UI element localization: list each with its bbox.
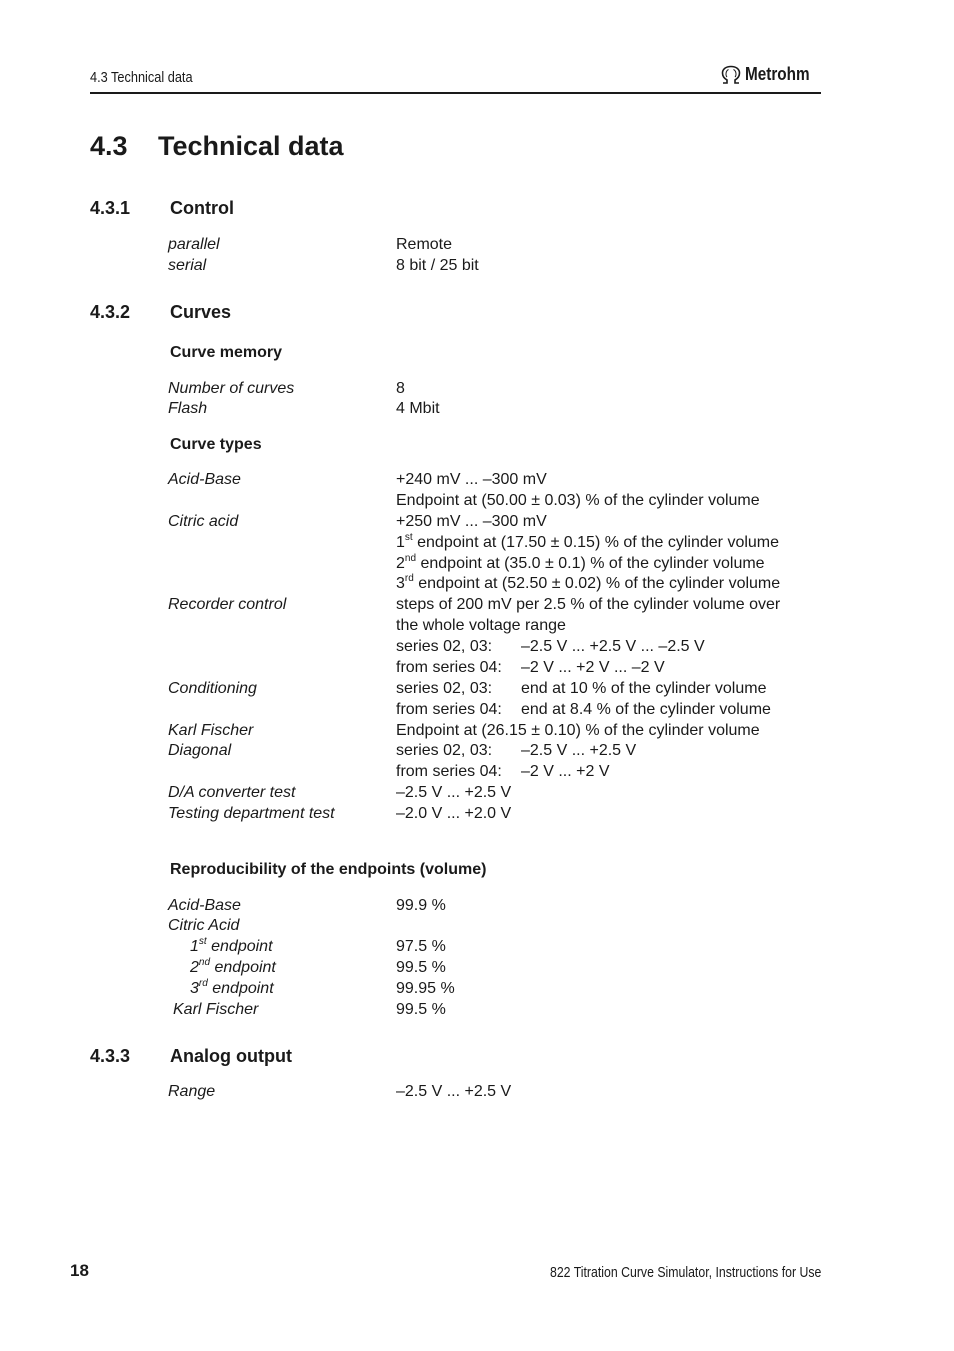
- repro-value-acid-base: 99.9 %: [396, 897, 446, 914]
- type-label-da-converter-test: D/A converter test: [168, 784, 296, 801]
- recorder-series-key-2: from series 04:: [396, 659, 502, 676]
- memory-value-curves: 8: [396, 380, 405, 397]
- memory-label-curves: Number of curves: [168, 380, 295, 397]
- subsection-title-analog: Analog output: [170, 1046, 292, 1066]
- control-label-serial: serial: [168, 257, 207, 274]
- analog-value-range: –2.5 V ... +2.5 V: [396, 1083, 512, 1100]
- repro-value-endpoint-2: 99.5 %: [396, 959, 446, 976]
- analog-label-range: Range: [168, 1083, 216, 1100]
- recorder-series-val-2: –2 V ... +2 V ... –2 V: [521, 659, 665, 676]
- acid-base-range: +240 mV ... –300 mV: [396, 471, 547, 488]
- type-label-testing-department-test: Testing department test: [168, 805, 335, 822]
- repro-value-karl-fischer: 99.5 %: [396, 1001, 446, 1018]
- recorder-series-key-1: series 02, 03:: [396, 638, 493, 655]
- subsection-number-analog: 4.3.3: [90, 1046, 131, 1066]
- repro-label-citric-acid: Citric Acid: [168, 917, 240, 934]
- type-label-diagonal: Diagonal: [168, 742, 232, 759]
- subsection-title-curves: Curves: [170, 302, 232, 322]
- subsection-title-control: Control: [170, 198, 234, 218]
- page-title: Technical data: [158, 131, 344, 161]
- repro-value-endpoint-1: 97.5 %: [396, 938, 446, 955]
- recorder-series-val-1: –2.5 V ... +2.5 V ... –2.5 V: [521, 638, 705, 655]
- conditioning-series-val-2: end at 8.4 % of the cylinder volume: [521, 701, 771, 718]
- recorder-desc-1: steps of 200 mV per 2.5 % of the cylinder volume over: [396, 596, 781, 613]
- recorder-desc-2: the whole voltage range: [396, 617, 566, 634]
- repro-label-karl-fischer: Karl Fischer: [173, 1001, 259, 1018]
- type-label-recorder-control: Recorder control: [168, 596, 287, 613]
- diagonal-series-val-2: –2 V ... +2 V: [521, 763, 610, 780]
- metrohm-omega-icon: [720, 65, 742, 85]
- diagonal-series-key-2: from series 04:: [396, 763, 502, 780]
- repro-value-endpoint-3: 99.95 %: [396, 980, 455, 997]
- subsection-number-curves: 4.3.2: [90, 302, 131, 322]
- section-number: 4.3: [90, 131, 128, 161]
- citric-acid-endpoint-1: 1st endpoint at (17.50 ± 0.15) % of the cylinder volume: [396, 531, 780, 551]
- repro-label-acid-base: Acid-Base: [168, 897, 241, 914]
- acid-base-endpoint: Endpoint at (50.00 ± 0.03) % of the cylinder volume: [396, 492, 760, 509]
- curve-types-heading: Curve types: [170, 436, 262, 453]
- repro-label-endpoint-3: 3rd endpoint: [190, 977, 274, 997]
- header-rule: [90, 92, 821, 94]
- brand-logo: [720, 64, 821, 85]
- control-value-parallel: Remote: [396, 236, 453, 253]
- karl-fischer-endpoint: Endpoint at (26.15 ± 0.10) % of the cylinder volume: [396, 722, 760, 739]
- control-value-serial: 8 bit / 25 bit: [396, 257, 479, 274]
- type-label-citric-acid: Citric acid: [168, 513, 239, 530]
- citric-acid-range: +250 mV ... –300 mV: [396, 513, 547, 530]
- conditioning-series-key-1: series 02, 03:: [396, 680, 493, 697]
- type-label-conditioning: Conditioning: [168, 680, 257, 697]
- repro-label-endpoint-1: 1st endpoint: [190, 935, 273, 955]
- type-label-acid-base: Acid-Base: [168, 471, 241, 488]
- footer-doc-title: 822 Titration Curve Simulator, Instructions for Use: [550, 1264, 822, 1281]
- reproducibility-heading: Reproducibility of the endpoints (volume): [170, 861, 487, 878]
- diagonal-series-val-1: –2.5 V ... +2.5 V: [521, 742, 637, 759]
- da-converter-test-range: –2.5 V ... +2.5 V: [396, 784, 512, 801]
- memory-value-flash: 4 Mbit: [396, 400, 440, 417]
- repro-label-endpoint-2: 2nd endpoint: [190, 956, 276, 976]
- memory-label-flash: Flash: [168, 400, 208, 417]
- curve-memory-heading: Curve memory: [170, 344, 283, 361]
- diagonal-series-key-1: series 02, 03:: [396, 742, 493, 759]
- conditioning-series-key-2: from series 04:: [396, 701, 502, 718]
- citric-acid-endpoint-3: 3rd endpoint at (52.50 ± 0.02) % of the cylinder volume: [396, 572, 781, 592]
- citric-acid-endpoint-2: 2nd endpoint at (35.0 ± 0.1) % of the cylinder volume: [396, 552, 765, 572]
- type-label-karl-fischer: Karl Fischer: [168, 722, 254, 739]
- subsection-number-control: 4.3.1: [90, 198, 131, 218]
- page-number: 18: [70, 1261, 89, 1280]
- control-label-parallel: parallel: [168, 236, 220, 253]
- conditioning-series-val-1: end at 10 % of the cylinder volume: [521, 680, 767, 697]
- brand-name: Metrohm: [745, 64, 810, 84]
- running-header: 4.3 Technical data: [90, 69, 193, 86]
- testing-department-test-range: –2.0 V ... +2.0 V: [396, 805, 512, 822]
